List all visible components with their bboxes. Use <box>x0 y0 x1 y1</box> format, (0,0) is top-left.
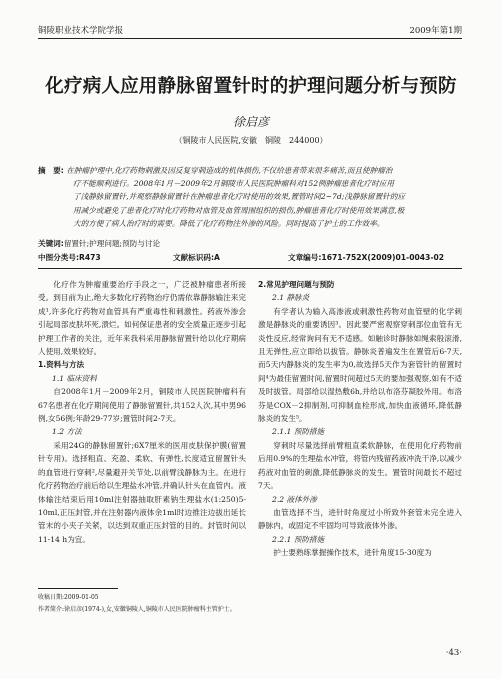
paragraph: 自2008年1月－2009年2月，铜陵市人民医院肿瘤科有67名患者在化疗期间使用了静脉留置针,共152人次,其中男96例,女56例;年龄29-77岁;置管时间2-7天。 <box>38 387 246 424</box>
issue-label: 2009年第1期 <box>409 26 462 36</box>
keywords-text: 留置针;护理问题;预防与讨论 <box>63 239 161 248</box>
subsection-heading: 2.1 静脉炎 <box>272 293 310 303</box>
paragraph: 穿刺时尽量选择前臂粗直柔软静脉，在使用化疗药物前后用0.9%的生理盐水冲管，将管内残留药液冲洗干净,以减少药液对血管的刺激,降低静脉炎的发生。置管时间最长不超过7天。 <box>258 440 462 491</box>
author: 徐启彦 <box>232 115 269 129</box>
paragraph: 护士要熟练掌握操作技术，进针角度15-30度为 <box>273 548 432 558</box>
document-code: 文献标识码:A <box>173 253 220 262</box>
subsection-heading: 1.1 临床资料 <box>52 373 97 383</box>
abstract-line: 用减少或避免了患者化疗时化疗药物对血管及血管周围组织的损伤,肿瘤患者化疗时使用效果满意,极 <box>73 205 405 215</box>
journal-name: 铜陵职业技术学院学报 <box>38 26 124 36</box>
keywords <box>38 238 462 249</box>
classification-line <box>38 252 462 264</box>
affiliation: （铜陵市人民医院,安徽 铜陵 244000） <box>174 136 328 145</box>
footnote-rule <box>38 588 118 589</box>
article-number: 文章编号:1671-752X(2009)01-0043-02 <box>288 253 445 262</box>
article-title: 化疗病人应用静脉留置针时的护理问题分析与预防 <box>45 76 457 97</box>
subsection-heading: 2.2 液体外渗 <box>272 494 317 504</box>
section-heading: 1.资料与方法 <box>38 360 85 370</box>
abstract <box>38 164 462 230</box>
abstract-line: 疗不能顺利进行。2008年1月－2009年2月铜陵市人民医院肿瘤科对152例肿瘤患者化疗时应用 <box>73 179 394 189</box>
section-rule <box>38 268 462 269</box>
page-number: ·43· <box>445 648 462 658</box>
paragraph: 有学者认为输入高渗液或刺激性药物对血管壁的化学刺激是静脉炎的重要诱因³。因此要严密观察穿刺部位血管有无炎性反应,经常询问有无不适感。如触诊时静脉如绳索般滚滑,且无弹性,应立即给以拔管。静脉炎普遍发生在置管后6-7天,而5天内静脉炎的发生率为0,故选择5天作为套管针的留置时间⁴为最佳留置时间,留置时间超过5天的要加强观察,如有不适及时拔管。局部给以湿热敷6h,并给以布洛芬凝胶外用。布洛芬是COX－2抑制剂,可抑制血栓形成,加快血液循环,降低静脉炎的发生⁵。 <box>258 306 462 424</box>
paragraph: 化疗作为肿瘤重要治疗手段之一，广泛被肿瘤患者所接受。到目前为止,绝大多数化疗药物治疗仍需依靠静脉输注来完成¹,许多化疗药物对血管具有严重毒性和刺激性。药液外渗会引起局部皮肤坏死,溃烂。如何保证患者的安全质量正逐步引起护理工作者的关注，近年来我科采用静脉留置针给以化疗期病人使用,效果较好。 <box>38 280 246 357</box>
footnotes <box>38 592 246 616</box>
abstract-line: 大的方便了病人治疗时的需要。降低了化疗药物注外渗的风险。同时提高了护士的工作效率。 <box>73 218 385 228</box>
author-bio: 作者简介:徐启彦(1974-),女,安徽铜陵人,铜陵市人民医院肿瘤科主管护士。 <box>38 606 236 613</box>
paragraph: 血管选择不当，进针时角度过小所致外套管未完全进入静脉内，或固定不牢固均可导致液体外渗。 <box>258 507 462 531</box>
section-heading: 2.常见护理问题与预防 <box>258 280 335 289</box>
subsection-heading: 2.2.1 预防措施 <box>272 534 325 544</box>
paragraph: 采用24G的静脉留置针;6X7厘米的医用皮肤保护膜(留置针专用)。选择粗直、充盈、柔软、有弹性,长度适宜留置针头的血管进行穿刺²,尽量避开关节处,以前臂浅静脉为主。在进行化疗药物治疗前后给以生理盐水冲管,并确认针头在血管内。液体输注结束后用10ml注射器抽取肝素钠生理盐水(1:250)5-10ml,正压封管,并在注射器内液体余1ml时边推注边拔出延长管末的小夹子关紧，以达到双重正压封管的目的。封管时间以11-14 h为宜。 <box>38 440 246 544</box>
subsection-heading: 2.1.1 预防措施 <box>272 427 325 437</box>
header-rule <box>38 38 462 39</box>
running-header <box>38 20 462 36</box>
received-date: 收稿日期:2009-01-05 <box>38 594 99 601</box>
abstract-line: 在肿瘤护理中,化疗药物刺激及因反复穿刺造成的机体损伤,不仅给患者带来很多痛苦,而且使肿瘤治 <box>66 166 393 175</box>
abstract-line: 了浅静脉留置针,并观察静脉留置针在肿瘤患者化疗时使用的效果,置管时间2~7d;浅静脉留置针的应 <box>73 192 406 202</box>
keywords-label: 关键词: <box>38 239 64 248</box>
clc-number: 中图分类号:R473 <box>38 253 101 262</box>
right-column <box>258 278 462 560</box>
subsection-heading: 1.2 方法 <box>52 427 82 437</box>
abstract-label: 摘 要: <box>38 166 64 175</box>
left-column <box>38 278 246 546</box>
